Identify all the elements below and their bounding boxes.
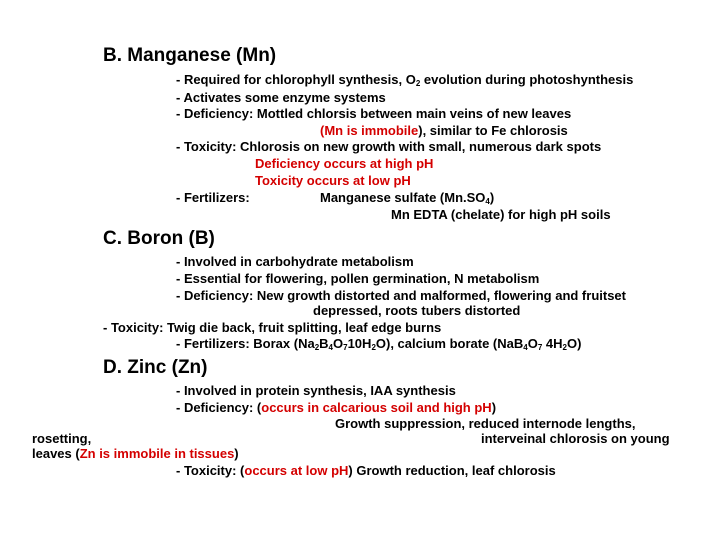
boron-line-4: depressed, roots tubers distorted <box>313 303 521 318</box>
manganese-fertilizer-1 <box>320 191 494 204</box>
zinc-line-4-left: rosetting, <box>32 431 92 446</box>
boron-fert-text-c: O <box>333 336 344 351</box>
zinc-line-1: - Involved in protein synthesis, IAA synthesis <box>176 383 456 398</box>
manganese-fertilizers-label: - Fertilizers: <box>176 190 250 205</box>
zinc-deficiency-condition: occurs in calcarious soil and high pH <box>261 400 492 415</box>
zinc-line-6-text-end: ) Growth reduction, leaf chlorosis <box>348 463 556 478</box>
boron-fert-text-e: O), calcium borate (NaB <box>375 336 524 351</box>
boron-fert-sub-5: 4 <box>523 343 528 352</box>
zinc-toxicity-condition: occurs at low pH <box>244 463 349 478</box>
boron-fertilizers-line <box>176 337 581 350</box>
boron-fert-sub-3: 7 <box>343 343 348 352</box>
zinc-heading: D. Zinc (Zn) <box>103 357 208 378</box>
boron-fert-sub-4: 2 <box>371 343 376 352</box>
boron-fert-text-g: 4H <box>542 336 563 351</box>
boron-line-2: - Essential for flowering, pollen germination, N metabolism <box>176 271 540 286</box>
manganese-line-4 <box>320 124 568 137</box>
boron-fert-text-h: O) <box>566 336 582 351</box>
boron-fert-sub-2: 4 <box>328 343 333 352</box>
zinc-line-6 <box>176 464 556 477</box>
boron-fert-sub-6: 7 <box>537 343 543 352</box>
zinc-line-2-text: - Deficiency: ( <box>176 400 262 415</box>
boron-line-5: - Toxicity: Twig die back, fruit splitting, leaf edge burns <box>103 320 442 335</box>
manganese-line-1 <box>176 73 633 86</box>
zinc-line-2-text-end: ) <box>491 400 497 415</box>
boron-fert-text-f: O <box>527 336 538 351</box>
zinc-line-5-text: leaves ( <box>32 446 80 461</box>
zinc-line-2 <box>176 401 496 414</box>
zinc-immobile-note: Zn is immobile in tissues <box>79 446 235 461</box>
manganese-fertilizer-2: Mn EDTA (chelate) for high pH soils <box>391 207 611 222</box>
boron-fert-sub-1: 2 <box>314 343 320 352</box>
manganese-line-4-text: ), similar to Fe chlorosis <box>418 123 568 138</box>
boron-line-1: - Involved in carbohydrate metabolism <box>176 254 414 269</box>
boron-heading: C. Boron (B) <box>103 228 215 249</box>
manganese-fertilizer-1-subscript: 4 <box>485 197 490 206</box>
manganese-line-1-text-end: evolution during photoshynthesis <box>420 72 634 87</box>
boron-fert-text-d: 10H <box>347 336 372 351</box>
zinc-line-4-right: interveinal chlorosis on young <box>481 431 670 446</box>
manganese-fertilizer-1-text-end: ) <box>489 190 495 205</box>
zinc-line-5 <box>32 447 239 460</box>
zinc-line-6-text: - Toxicity: ( <box>176 463 245 478</box>
manganese-line-3: - Deficiency: Mottled chlorsis between main veins of new leaves <box>176 106 572 121</box>
boron-line-3: - Deficiency: New growth distorted and malformed, flowering and fruitset <box>176 288 626 303</box>
manganese-immobile-note: (Mn is immobile <box>320 123 419 138</box>
manganese-toxicity-ph-note: Toxicity occurs at low pH <box>255 173 411 188</box>
zinc-line-3: Growth suppression, reduced internode lengths, <box>335 416 636 431</box>
zinc-line-5-text-end: ) <box>234 446 239 461</box>
boron-fert-text-b: B <box>319 336 329 351</box>
boron-fert-sub-7: 2 <box>562 343 567 352</box>
manganese-line-5: - Toxicity: Chlorosis on new growth with small, numerous dark spots <box>176 139 602 154</box>
boron-fert-text-a: - Fertilizers: Borax (Na <box>176 336 315 351</box>
manganese-fertilizer-1-text: Manganese sulfate (Mn.SO <box>320 190 486 205</box>
manganese-line-1-subscript: 2 <box>415 79 421 88</box>
manganese-line-1-text: - Required for chlorophyll synthesis, O <box>176 72 416 87</box>
manganese-line-2: - Activates some enzyme systems <box>176 90 386 105</box>
manganese-heading: B. Manganese (Mn) <box>103 45 277 66</box>
manganese-deficiency-ph-note: Deficiency occurs at high pH <box>255 156 434 171</box>
